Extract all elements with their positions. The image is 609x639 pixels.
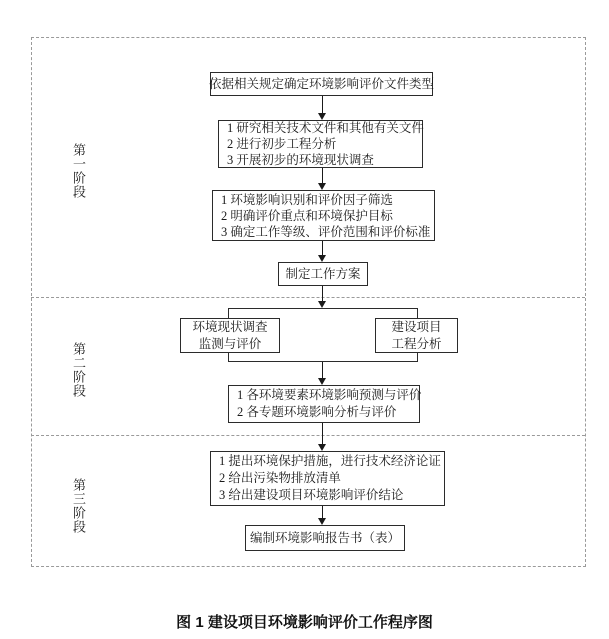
flow-box-status-survey xyxy=(180,318,280,353)
flow-box-text: 编制环境影响报告书（表） xyxy=(249,531,400,545)
arrow-head xyxy=(318,113,326,120)
flow-box-line: 工程分析 xyxy=(391,336,442,351)
arrow-down-icon xyxy=(318,96,327,120)
flow-box-line: 3 给出建设项目环境影响评价结论 xyxy=(219,488,404,502)
flow-box-prediction xyxy=(228,385,420,423)
flow-box-line: 1 环境影响识别和评价因子筛选 xyxy=(221,192,393,207)
flow-box-line: 环境现状调查 xyxy=(192,319,268,334)
arrow-head xyxy=(318,301,326,308)
flow-box-line: 2 各专题环境影响分析与评价 xyxy=(237,405,397,419)
arrow-down-icon xyxy=(318,168,327,190)
arrow-shaft xyxy=(322,423,323,446)
flow-box-preliminary xyxy=(218,120,423,168)
stage-label-3: 第三阶段 xyxy=(71,478,86,534)
flow-box-line: 3 确定工作等级、评价范围和评价标准 xyxy=(221,224,431,239)
flow-box-identify xyxy=(212,190,435,241)
flow-box-report xyxy=(245,525,405,551)
figure-caption: 图 1 建设项目环境影响评价工作程序图 xyxy=(176,614,433,631)
arrow-head xyxy=(318,378,326,385)
flow-box-text: 依据相关规定确定环境影响评价文件类型 xyxy=(209,77,435,91)
flow-box-line: 2 明确评价重点和环境保护目标 xyxy=(221,208,393,223)
flow-box-line: 1 研究相关技术文件和其他有关文件 xyxy=(227,121,424,135)
arrow-head xyxy=(318,255,326,262)
stage-label-1: 第一阶段 xyxy=(71,143,86,199)
arrow-down-icon xyxy=(318,286,327,308)
flow-box-line: 1 提出环境保护措施，进行技术经济论证 xyxy=(219,454,441,468)
stage-label-2: 第二阶段 xyxy=(71,342,86,398)
flow-box-measures xyxy=(210,451,445,506)
flow-box-line: 建设项目 xyxy=(391,319,442,334)
arrow-head xyxy=(318,183,326,190)
flow-box-line: 2 给出污染物排放清单 xyxy=(219,471,341,485)
arrow-down-icon xyxy=(318,506,327,525)
arrow-down-icon xyxy=(318,241,327,262)
arrow-head xyxy=(318,518,326,525)
stage-divider-1 xyxy=(31,297,585,298)
arrow-down-icon xyxy=(318,362,327,385)
stage-divider-2 xyxy=(31,435,585,436)
flow-box-text: 制定工作方案 xyxy=(285,267,361,281)
flow-box-work-plan xyxy=(278,262,368,286)
flow-box-line: 3 开展初步的环境现状调查 xyxy=(227,153,374,167)
flow-box-line: 1 各环境要素环境影响预测与评价 xyxy=(237,388,422,402)
arrow-head xyxy=(318,444,326,451)
flow-box-line: 2 进行初步工程分析 xyxy=(227,137,337,151)
flow-box-line: 监测与评价 xyxy=(198,336,262,351)
flow-box-project-analysis xyxy=(375,318,458,353)
flow-box-determine-type xyxy=(210,72,433,96)
arrow-down-icon xyxy=(318,423,327,451)
